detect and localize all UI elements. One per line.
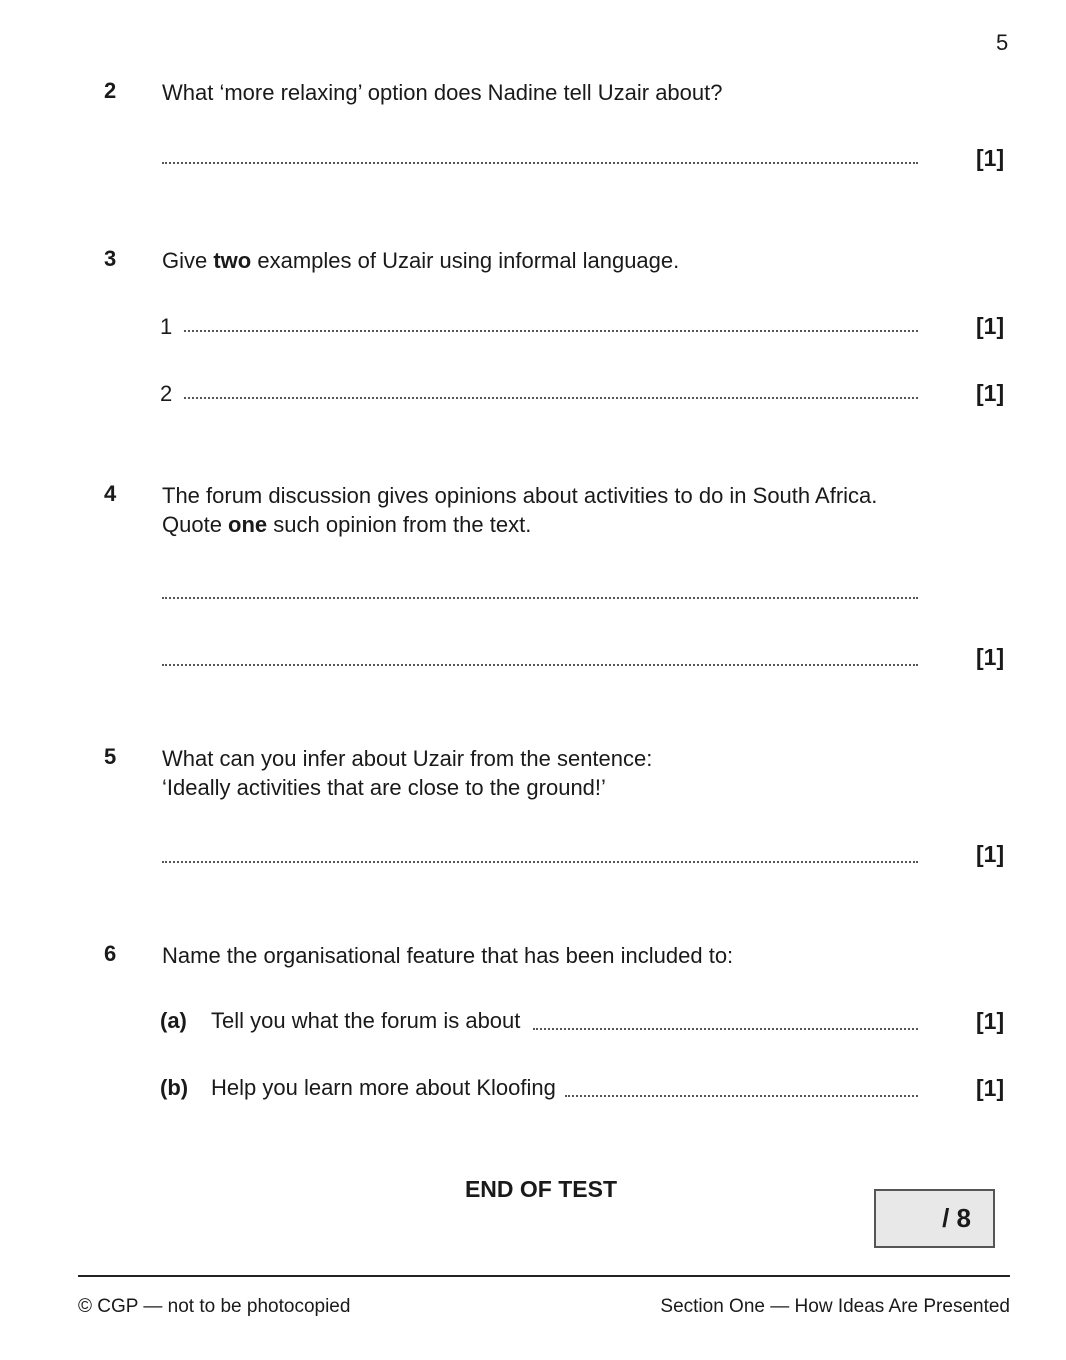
answer-line-q4-1[interactable] [162, 597, 918, 599]
question-4-line-1: The forum discussion gives opinions about activities to do in South Africa. [162, 483, 878, 508]
footer-copyright: © CGP — not to be photocopied [78, 1296, 351, 1317]
answer-line-q6a[interactable] [533, 1028, 918, 1030]
score-box[interactable] [874, 1189, 995, 1248]
answer-line-q6b[interactable] [565, 1095, 918, 1097]
answer-line-q3-2[interactable] [184, 397, 918, 399]
mark-q4: [1] [976, 644, 1005, 670]
question-number-4: 4 [104, 481, 117, 506]
answer-line-q5[interactable] [162, 861, 918, 863]
mark-q6a: [1] [976, 1008, 1005, 1034]
question-2-text: What ‘more relaxing’ option does Nadine tell Uzair about? [162, 80, 723, 105]
question-4-text [162, 481, 877, 539]
question-5-line-1: What can you infer about Uzair from the sentence: [162, 746, 653, 771]
question-3-text: Give two examples of Uzair using informal language. [162, 248, 680, 273]
question-number-5: 5 [104, 744, 117, 769]
end-of-test: END OF TEST [464, 1176, 618, 1202]
answer-label-2: 2 [160, 381, 173, 406]
page-number: 5 [996, 30, 1009, 55]
part-b-text: Help you learn more about Kloofing [211, 1075, 556, 1100]
question-5-quote: ‘Ideally activities that are close to the ground!’ [162, 775, 606, 800]
mark-q3-2: [1] [976, 380, 1005, 406]
footer-section: Section One — How Ideas Are Presented [660, 1296, 1010, 1317]
question-number-2: 2 [104, 78, 117, 103]
score-total: / 8 [942, 1203, 971, 1233]
answer-label-1: 1 [160, 314, 173, 339]
part-b-label: (b) [160, 1075, 189, 1100]
mark-q6b: [1] [976, 1075, 1005, 1101]
part-a-label: (a) [160, 1008, 187, 1033]
question-number-6: 6 [104, 941, 117, 966]
footer-divider [78, 1275, 1010, 1277]
question-6-text: Name the organisational feature that has been included to: [162, 943, 734, 968]
mark-q3-1: [1] [976, 313, 1005, 339]
answer-line-q3-1[interactable] [184, 330, 918, 332]
answer-line-q2[interactable] [162, 162, 918, 164]
question-5-text [162, 744, 652, 802]
mark-q2: [1] [976, 145, 1005, 171]
part-a-text: Tell you what the forum is about [211, 1008, 521, 1033]
mark-q5: [1] [976, 841, 1005, 867]
question-4-line-2: Quote one such opinion from the text. [162, 512, 532, 537]
question-number-3: 3 [104, 246, 117, 271]
answer-line-q4-2[interactable] [162, 664, 918, 666]
